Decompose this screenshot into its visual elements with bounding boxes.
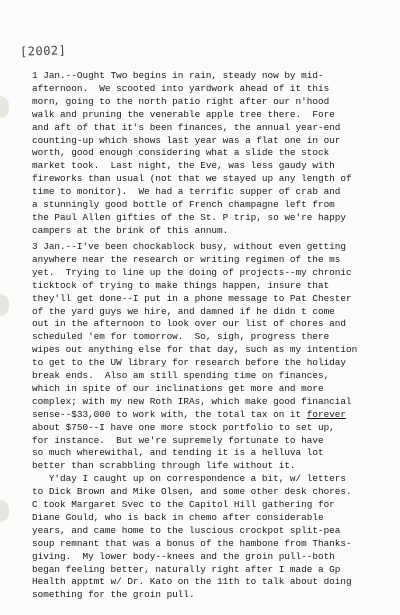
journal-line: giving. My lower body--knees and the groin pull--both: [32, 550, 335, 562]
journal-line: campers at the brink of this annum.: [32, 224, 229, 236]
journal-line: a stunningly good bottle of French champagne left from: [32, 199, 335, 210]
journal-line: break ends. Also am still spending time on finances,: [32, 370, 330, 381]
journal-line: about $750--I have one more stock portfolio to set up,: [32, 421, 335, 433]
journal-line: to get to the UW library for research before the holiday: [32, 357, 347, 369]
journal-line: wipes out anything else for that day, such as my intention: [32, 344, 358, 356]
journal-line: C took Margaret Svec to the Capitol Hill gathering for: [32, 499, 335, 510]
journal-line: time to monitor). We had a terrific supper of crab and: [32, 186, 341, 198]
journal-line: Diane Gould, who is back in chemo after considerable: [32, 511, 324, 523]
journal-line: soup remnant that was a bonus of the hambone from Thanks-: [32, 537, 352, 549]
journal-line: ticktock of trying to make things happen, insure that: [32, 279, 330, 291]
binder-hole: [0, 96, 9, 118]
binder-hole: [0, 294, 9, 316]
journal-line: complex; with my new Roth IRAs, which make good financial: [32, 395, 352, 407]
journal-line: better than scrabbling through life without it.: [32, 460, 296, 472]
journal-line: anywhere near the research or writing regimen of the ms: [32, 253, 341, 265]
journal-line: worth, good enough considering what a slide the stock: [32, 147, 330, 159]
journal-line: market took. Last night, the Eve, was less gaudy with: [32, 160, 335, 172]
journal-line: began feeling better, naturally right after I made a Gp: [32, 563, 341, 575]
journal-line: Health apptmt w/ Dr. Kato on the 11th to talk about doing: [32, 576, 352, 588]
journal-line: yet. Trying to line up the doing of projects--my chronic: [32, 266, 352, 278]
journal-line: they'll get done--I put in a phone message to Pat Chester: [32, 292, 352, 304]
journal-line: for instance. But we're supremely fortunate to have: [32, 434, 324, 446]
binder-hole: [0, 500, 9, 522]
underlined-word: forever: [306, 408, 347, 420]
year-mark: [2002]: [19, 43, 67, 59]
journal-line: of the yard guys we hire, and damned if he didn t come: [32, 305, 335, 317]
journal-line: which in spite of our inclinations get more and more: [32, 382, 324, 394]
journal-line: scheduled 'em for tomorrow. So, sigh, progress there: [32, 331, 330, 343]
journal-line: Y'day I caught up on correspondence a bit, w/ letters: [32, 473, 347, 485]
journal-line: fireworks than usual (not that we stayed up any length of: [32, 173, 352, 185]
journal-line: so much wherewithal, and tending it is a helluva lot: [32, 447, 324, 459]
journal-line: years, and came home to the luscious crockpot split-pea: [32, 524, 341, 536]
journal-line: sense--$33,000 to work with, the total tax on it forever: [32, 408, 347, 420]
journal-line: 3 Jan.--I've been chockablock busy, without even getting: [32, 241, 347, 252]
journal-line: the Paul Allen gifties of the St. P trip, so we're happy: [32, 211, 347, 223]
journal-line: counting-up which shows last year was a flat one in our: [32, 134, 341, 146]
journal-line: out in the afternoon to look over our list of chores and: [32, 318, 347, 330]
journal-line: and aft of that it's been finances, the annual year-end: [32, 121, 341, 133]
journal-line: to Dick Brown and Mike Olsen, and some other desk chores.: [32, 486, 352, 498]
journal-line: 1 Jan.--Ought Two begins in rain, steady now by mid-: [32, 70, 324, 81]
journal-line: afternoon. We scooted into yardwork ahead of it this: [32, 82, 330, 94]
journal-line: walk and pruning the venerable apple tree there. Fore: [32, 108, 335, 120]
journal-line: morn, going to the north patio right after our n'hood: [32, 95, 330, 107]
journal-line: something for the groin pull.: [32, 589, 195, 601]
